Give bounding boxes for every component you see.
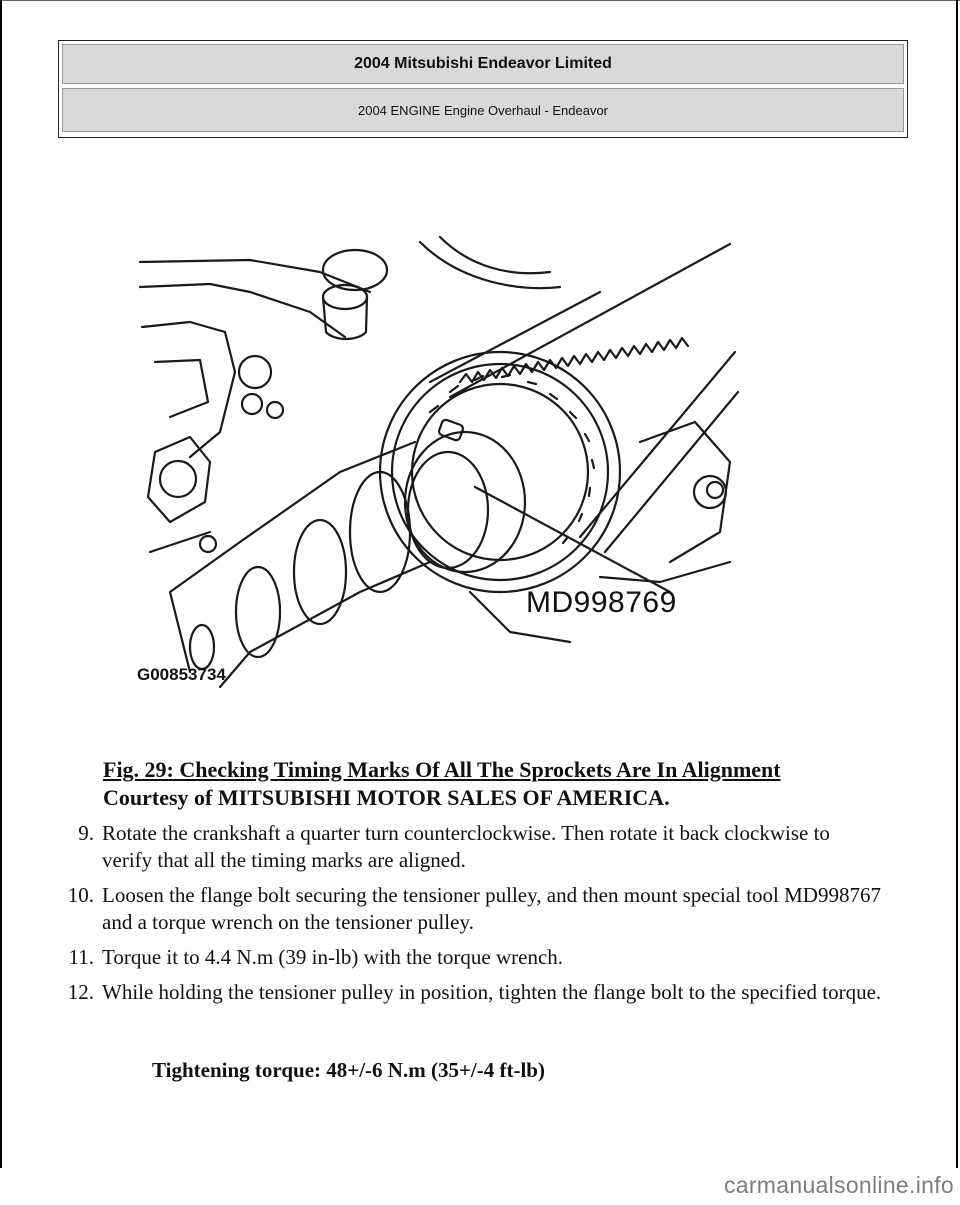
step-item — [40, 979, 900, 1006]
figure-id-label: G00853734 — [137, 665, 226, 684]
step-text: While holding the tensioner pulley in position, tighten the flange bolt to the specified torque. — [102, 980, 882, 1004]
figure-caption-title: Fig. 29: Checking Timing Marks Of All The Sprockets Are In Alignment — [103, 757, 781, 782]
page-border-right — [956, 0, 958, 1168]
header-subtitle: 2004 ENGINE Engine Overhaul - Endeavor — [62, 88, 904, 132]
step-item — [40, 882, 900, 936]
step-text: Torque it to 4.4 N.m (39 in-lb) with the torque wrench. — [102, 945, 564, 969]
step-number: 12. — [67, 980, 94, 1004]
procedure-steps — [40, 812, 900, 1006]
step-number: 11. — [68, 945, 94, 969]
timing-belt-illustration — [130, 232, 740, 692]
tool-callout-label: MD998769 — [526, 586, 677, 619]
engine-line-drawing — [130, 232, 740, 692]
page-border-top — [0, 0, 960, 1]
step-item — [40, 944, 900, 971]
step-item — [40, 820, 900, 874]
step-text: Rotate the crankshaft a quarter turn counterclockwise. Then rotate it back clockwise to verify that all the timing marks are aligned. — [102, 821, 830, 872]
header-title: 2004 Mitsubishi Endeavor Limited — [62, 44, 904, 84]
figure-caption — [103, 756, 903, 812]
page-border-left — [0, 0, 2, 1168]
step-number: 9. — [78, 821, 94, 845]
footer-watermark: carmanualsonline.info — [723, 1172, 954, 1198]
tightening-torque-spec: Tightening torque: 48+/-6 N.m (35+/-4 ft-lb) — [152, 1058, 545, 1082]
step-text: Loosen the flange bolt securing the tensioner pulley, and then mount special tool MD998767 and a torque wrench on the tensioner pulley. — [102, 883, 881, 934]
step-number: 10. — [67, 883, 94, 907]
document-header — [58, 40, 908, 138]
figure-caption-credit: Courtesy of MITSUBISHI MOTOR SALES OF AMERICA. — [103, 785, 670, 810]
